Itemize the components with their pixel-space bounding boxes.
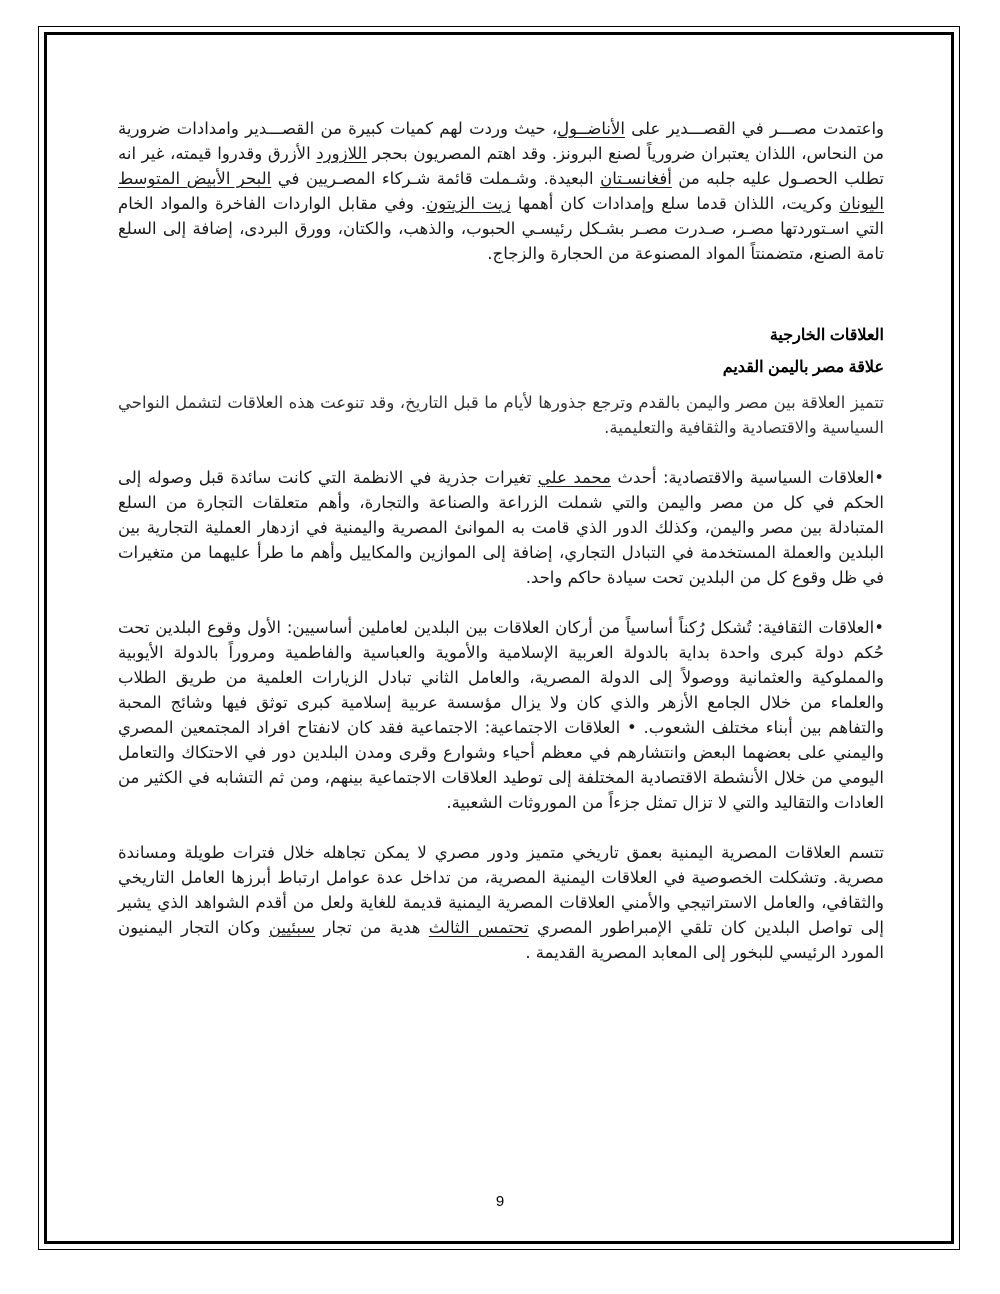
paragraph-historical-ties bbox=[118, 840, 884, 965]
text-span: وكريت، اللذان قدما سلع وإمدادات كان أهمها bbox=[510, 194, 840, 213]
text-span: تتسم العلاقات المصرية اليمنية بعمق تاريخي متميز ودور مصري لا يمكن تجاهله خلال فترات طويلة ومساندة مصرية. وتشكلت الخصوصية في العلاقات اليمنية المصرية، من تداخل عدة عوامل ارتباط أبرزها العامل التاريخي والثقافي، والعامل الاستراتيجي والأمني العلاقات المصرية اليمنية قديمة للغاية ولعل من أقدم الشواهد الذي يشير إلى تواصل البلدين كان تلقي الإمبراطور المصري bbox=[118, 843, 885, 937]
text-span: ، حيث وردت لهم كميات كبيرة من القصـــدير وامدادات ضرورية من النحاس، اللذان يعتبران ضرورياً لصنع البرونز. وقد اهتم المصريون بحجر bbox=[118, 119, 884, 163]
link-anatolia[interactable]: الأناضــول bbox=[557, 119, 625, 138]
link-thutmose-iii[interactable]: تحتمس الثالث bbox=[428, 918, 529, 937]
link-sabaeans[interactable]: سبئيين bbox=[268, 918, 316, 937]
paragraph-trade bbox=[118, 116, 884, 266]
text-span: . وفي مقابل الواردات الفاخرة والمواد الخام التي اسـتوردتها مصـر، صـدرت مصـر بشـكل رئيسـي الحبوب، والذهب، والكتان، وورق البردى، إضافة إلى السلع تامة الصنع، متضمنتاً المواد المصنوعة من الحجارة والزجاج. bbox=[118, 194, 884, 263]
text-span: تغيرات جذرية في الانظمة التي كانت سائدة قبل وصوله إلى الحكم في كل من مصر واليمن والتي شملت الزراعة والصناعة والتجارة، وأهم متعلقات التجارة من السلع المتبادلة بين مصر واليمن، وكذلك الدور الذي قامت به الموانئ المصرية واليمنية في ازدهار العملية التجارية بين البلدين والعملة المستخدمة في التبادل التجاري، إضافة إلى الموازين والمكاييل وأهم ما طرأ عليهما من متغيرات في ظل وقوع كل من البلدين تحت سيادة حاكم واحد. bbox=[118, 468, 884, 587]
link-afghanistan[interactable]: أفغانسـتان bbox=[600, 169, 672, 188]
paragraph-political-economic bbox=[118, 465, 884, 590]
text-span: •العلاقات السياسية والاقتصادية: أحدث bbox=[611, 468, 884, 487]
link-lapis-lazuli[interactable]: اللازورد bbox=[316, 144, 368, 163]
link-olive-oil[interactable]: زيت الزيتون bbox=[426, 194, 511, 213]
paragraph-intro: تتميز العلاقة بين مصر واليمن بالقدم وترجع جذورها لأيام ما قبل التاريخ، وقد تنوعت هذه العلاقات لتشمل النواحي السياسية والاقتصادية والثقافية والتعليمية. bbox=[118, 393, 884, 437]
text-span: واعتمدت مصـــر في القصـــدير على bbox=[624, 119, 884, 138]
document-body bbox=[118, 116, 884, 965]
section-heading: العلاقات الخارجية bbox=[769, 327, 884, 344]
text-span: الأزرق وقدروا قيمته، غير انه تطلب الحصـول عليه جلبه من bbox=[118, 144, 884, 188]
link-greece[interactable]: اليونان bbox=[839, 194, 885, 213]
link-muhammad-ali[interactable]: محمد علي bbox=[537, 468, 612, 487]
link-mediterranean[interactable]: البحر الأبيض المتوسط bbox=[118, 169, 272, 188]
paragraph-cultural-social: •العلاقات الثقافية: تُشكل رُكناً أساسياً من أركان العلاقات بين البلدين لعاملين أساسيين: الأول وقوع البلدين تحت حُكم دولة كبرى واحدة بداية بالدولة العربية الإسلامية والأموية والعباسية والفاطمية ومروراً بالدولة الأيوبية والمملوكية والعثمانية ووصولاً إلى الدولة المصرية، والعامل الثاني تبادل الزيارات العلمية من طريق الطلاب والعلماء من خلال الجامع الأزهر والذي كان ولا يزال مؤسسة عربية إسلامية كبرى توثق فيها وشائج المحبة والتفاهم بين أبناء مختلف الشعوب. • العلاقات الاجتماعية: الاجتماعية فقد كان لانفتاح افراد المجتمعين المصري واليمني على بعضهما البعض وانتشارهم في معظم أحياء وشوارع وقرى ومدن البلدين دور في الاحتكاك والتعامل اليومي من خلال الأنشطة الاقتصادية المختلفة إلى توطيد العلاقات الاجتماعية بينهم، ومن ثم التشابه في الكثير من العادات والتقاليد والتي لا تزال تمثل جزءاً من الموروثات الشعبية. bbox=[118, 618, 884, 812]
page-number: 9 bbox=[495, 1193, 505, 1210]
text-span: هدية من تجار bbox=[315, 918, 429, 937]
subsection-heading: علاقة مصر باليمن القديم bbox=[722, 359, 884, 376]
text-span: وكان التجار اليمنيون المورد الرئيسي للبخور إلى المعابد المصرية القديمة . bbox=[118, 918, 884, 962]
text-span: البعيدة. وشـملت قائمة شـركاء المصـريين في bbox=[271, 169, 601, 188]
